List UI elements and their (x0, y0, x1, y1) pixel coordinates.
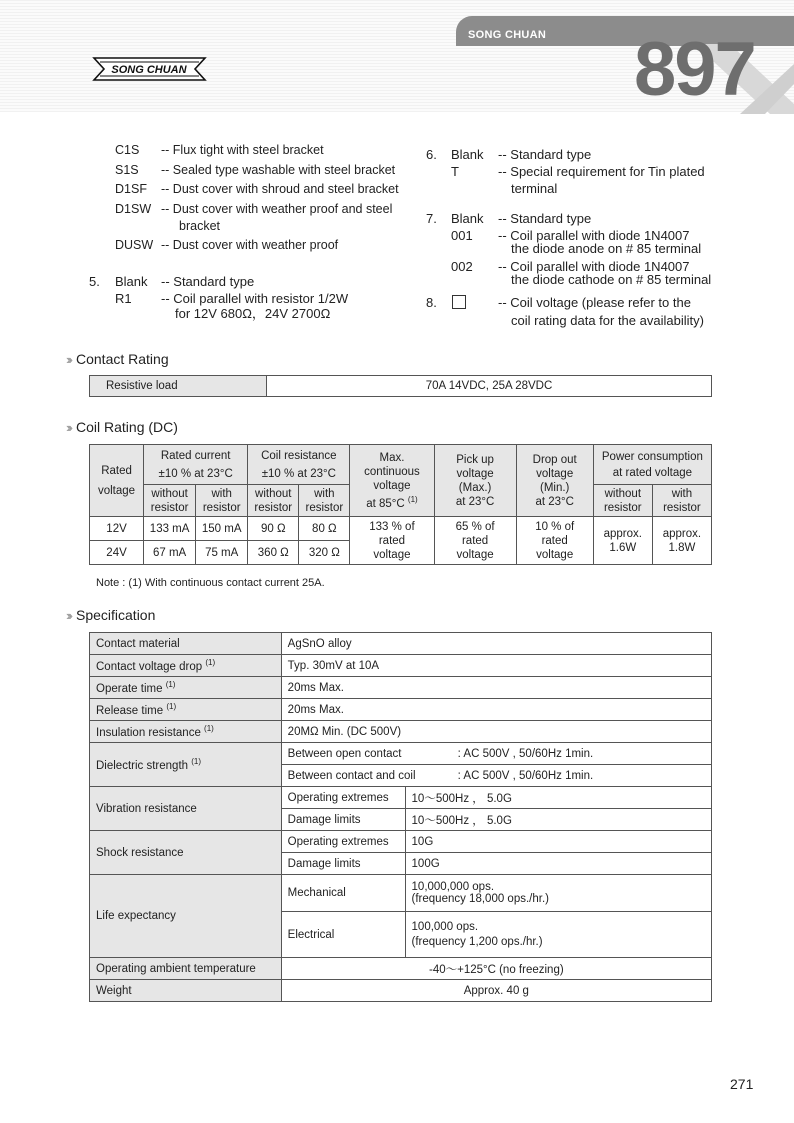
header-rated-voltage: Rated voltage (90, 445, 144, 517)
table-row: Operating ambient temperature -40～+125°C (no freezing) (90, 958, 712, 980)
table-row (90, 376, 712, 397)
brand-logo-text: SONG CHUAN (111, 64, 187, 76)
header-rated-current: Rated current ±10 % at 23°C (144, 445, 248, 485)
checkbox-icon (452, 295, 466, 309)
subheader-resistance-without: without resistor (248, 485, 299, 517)
coil-rating-note: Note : (1) With continuous contact current 25A. (96, 577, 325, 589)
header-drop-out-voltage: Drop out voltage (Min.) at 23°C (516, 445, 593, 517)
chevron-right-icon: ››› (66, 420, 70, 435)
table-row: Life expectancy Mechanical 10,000,000 ops. (frequency 18,000 ops./hr.) (90, 875, 712, 912)
coil-rating-heading: ››› Coil Rating (DC) (66, 419, 178, 435)
table-row: Electrical 100,000 ops. (frequency 1,200 ops./hr.) (90, 912, 712, 958)
chevron-right-icon: ››› (66, 352, 70, 367)
table-row: Weight Approx. 40 g (90, 980, 712, 1002)
table-row: Contact voltage drop $^{(1)}$ Typ. 30mV at 10A (90, 655, 712, 677)
coil-rating-table (89, 444, 712, 565)
subheader-current-without: without resistor (144, 485, 196, 517)
contact-rating-table (89, 375, 712, 397)
table-row: 24V 67 mA 75 mA 360 Ω 320 Ω (90, 541, 712, 565)
drop-out-voltage-value: 10 % of rated voltage (516, 517, 593, 565)
header-coil-resistance: Coil resistance ±10 % at 23°C (248, 445, 350, 485)
table-row: Damage limits 10～500Hz ， 5.0G (90, 809, 712, 831)
specification-heading: ››› Specification (66, 607, 156, 623)
model-number: 897 (634, 27, 755, 112)
header-pick-up-voltage: Pick up voltage (Max.) at 23°C (434, 445, 516, 517)
power-with-value: approx. 1.8W (652, 517, 711, 565)
table-row: Contact material AgSnO alloy (90, 633, 712, 655)
contact-rating-label: Resistive load (90, 376, 267, 397)
table-row: 12V 133 mA 150 mA 90 Ω 80 Ω 133 % of rated voltage 65 % of rated voltage 10 % of rated voltage approx. 1.6W approx. 1.8W (90, 517, 712, 541)
header-power-consumption: Power consumption at rated voltage (593, 445, 711, 485)
contact-rating-heading: ››› Contact Rating (66, 351, 169, 367)
power-without-value: approx. 1.6W (593, 517, 652, 565)
table-row: Between contact and coil : AC 500V , 50/60Hz 1min. (90, 765, 712, 787)
subheader-power-without: without resistor (593, 485, 652, 517)
contact-rating-value: 70A 14VDC, 25A 28VDC (267, 376, 712, 397)
max-voltage-value: 133 % of rated voltage (350, 517, 434, 565)
table-row: Insulation resistance $^{(1)}$ 20MΩ Min. (DC 500V) (90, 721, 712, 743)
subheader-power-with: with resistor (652, 485, 711, 517)
table-row: Operate time $^{(1)}$ 20ms Max. (90, 677, 712, 699)
table-header-row (90, 445, 712, 485)
header-max-voltage: Max. continuous voltage at 85°C $^{(1)}$ (350, 445, 434, 517)
brand-tab-label: SONG CHUAN (468, 29, 547, 41)
subheader-current-with: with resistor (196, 485, 248, 517)
table-row: Vibration resistance Operating extremes 10～500Hz ， 5.0G (90, 787, 712, 809)
specification-table (89, 632, 712, 1002)
pick-up-voltage-value: 65 % of rated voltage (434, 517, 516, 565)
table-row: Release time $^{(1)}$ 20ms Max. (90, 699, 712, 721)
subheader-resistance-with: with resistor (299, 485, 350, 517)
chevron-right-icon: ››› (66, 608, 70, 623)
table-row: Dielectric strength $^{(1)}$ Between open contact : AC 500V , 50/60Hz 1min. (90, 743, 712, 765)
table-row: Shock resistance Operating extremes 10G (90, 831, 712, 853)
brand-logo (92, 55, 207, 83)
table-row: Damage limits 100G (90, 853, 712, 875)
page-number: 271 (730, 1076, 754, 1092)
